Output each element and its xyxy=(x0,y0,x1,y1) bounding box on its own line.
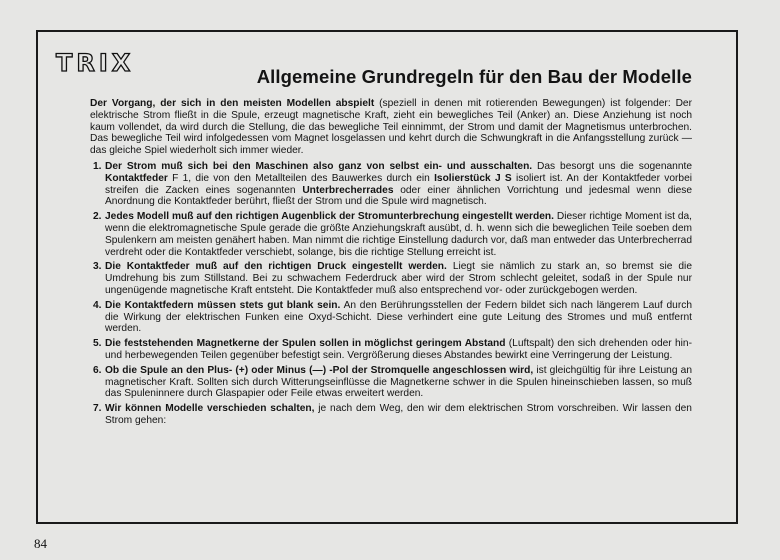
rule-item-7 xyxy=(90,403,692,427)
intro-paragraph xyxy=(90,98,692,157)
rule-text: (Luftspalt) den sich drehenden oder hin- und herbewegenden Teilen gegenüber befestigt sein. Vergrößerung dieses Abstandes bewirkt eine Verringerung der Leistung. xyxy=(105,338,692,361)
rule-lead: Die Kontaktfeder muß auf den richtigen Druck eingestellt werden. xyxy=(105,261,447,273)
rule-item-4 xyxy=(90,300,692,335)
rule-lead: Wir können Modelle verschieden schalten, xyxy=(105,403,315,415)
trix-logo: TRIX xyxy=(56,49,135,77)
term-isolierstueck: Isolierstück J S xyxy=(434,172,512,184)
term-kontaktfeder: Kontaktfeder xyxy=(105,172,168,184)
body-text xyxy=(90,98,692,430)
rule-lead: Die Kontaktfedern müssen stets gut blank sein. xyxy=(105,299,341,311)
term-unterbrecherrad: Unterbrecherrades xyxy=(302,184,394,196)
rule-number: 6. xyxy=(93,364,102,376)
rule-item-6 xyxy=(90,365,692,400)
rule-text: je nach dem Weg, den wir dem elektrischen Strom vorschreiben. Wir lassen den Strom gehen: xyxy=(105,403,692,426)
rule-number: 1. xyxy=(93,160,102,172)
rule-text: ist gleichgültig für ihre Leistung an magnetischer Kraft. Sollten sich durch Witterungseinflüsse die Magnetkerne schwer in die Spulen hineinschieben lassen, so muß das Spuleninnere durch Glaspapier oder Feile etwas erweitert werden. xyxy=(105,364,692,400)
rule-number: 4. xyxy=(93,299,102,311)
rule-lead: Die feststehenden Magnetkerne der Spulen sollen in möglichst geringem Abstand xyxy=(105,338,506,350)
rule-text: Das besorgt uns die sogenannte xyxy=(532,160,692,172)
intro-lead: Der Vorgang, der sich in den meisten Modellen abspielt xyxy=(90,98,375,109)
rule-number: 7. xyxy=(93,403,102,415)
rule-item-3 xyxy=(90,261,692,296)
rule-text: isoliert ist. An der Kontaktfeder vorbei streifen die Zacken eines sogenannten xyxy=(105,172,692,196)
rule-item-2 xyxy=(90,211,692,258)
intro-text: (speziell in denen mit rotierenden Bewegungen) ist folgender: Der elektrische Strom fließt in die Spule, erzeugt magnetische Kraft, zieht ein bewegliches Teil (Anker) an. Diese Anziehung ist noch kaum vollendet, da wird durch die Stellung, die das bewegliche Teil einnimmt, der Strom und damit der Magnetismus unterbrochen. Das bewegliche Teil wird infolgedessen vom Magnet losgelassen und kehrt durch die Schwungkraft in die Anfangsstellung zurück — das gleiche Spiel wiederholt sich immer wieder. xyxy=(90,98,692,157)
page-frame xyxy=(36,30,738,524)
rule-item-1 xyxy=(90,161,692,208)
rule-text: oder einer ähnlichen Vorrichtung und jedesmal wenn diese Anordnung die Kontaktfeder berührt, fließt der Strom und die Spule wird magnetisch. xyxy=(105,184,692,208)
rule-lead: Jedes Modell muß auf den richtigen Augenblick der Stromunterbrechung eingestellt werden. xyxy=(105,211,554,223)
page-title: Allgemeine Grundregeln für den Bau der Modelle xyxy=(256,66,692,87)
rule-item-5 xyxy=(90,338,692,362)
rule-number: 2. xyxy=(93,211,102,223)
rule-lead: Der Strom muß sich bei den Maschinen also ganz von selbst ein- und ausschalten. xyxy=(105,160,533,172)
rule-number: 3. xyxy=(93,261,102,273)
rule-lead: Ob die Spule an den Plus- (+) oder Minus (—) -Pol der Stromquelle angeschlossen wird, xyxy=(105,364,534,376)
page-number: 84 xyxy=(34,536,47,551)
rule-text: Dieser richtige Moment ist da, wenn die elektromagnetische Spule gerade die größte Anziehungskraft ausübt, d. h. wenn sich die beweglichen Teile soeben dem Spulenkern am meisten genähert haben. Man nimmt die richtige Einstellung dadurch vor, daß man entweder das Unterbrecherrad verdreht oder die Kontaktfeder verschiebt, solange, bis die richtige Stellung erreicht ist. xyxy=(105,211,692,258)
rule-text: F 1, die von den Metallteilen des Bauwerkes durch ein xyxy=(167,172,435,184)
rule-text: An den Berührungsstellen der Federn bildet sich nach längerem Lauf durch die Wirkung der elektrischen Funken eine Oxyd-Schicht. Diese verhindert eine gute Leitung des Stromes und muß entfernt werden. xyxy=(105,299,693,335)
rule-text: Liegt sie nämlich zu stark an, so bremst sie die Umdrehung bis zum Stillstand. Bei zu schwachem Federdruck aber wird der Strom schlecht geleitet, sodaß in der Spule nur ungenügende magnetische Kraft entsteht. Die Kontaktfeder muß also entsprechend vor- oder zurückgebogen werden. xyxy=(105,261,692,296)
rule-number: 5. xyxy=(93,338,102,350)
